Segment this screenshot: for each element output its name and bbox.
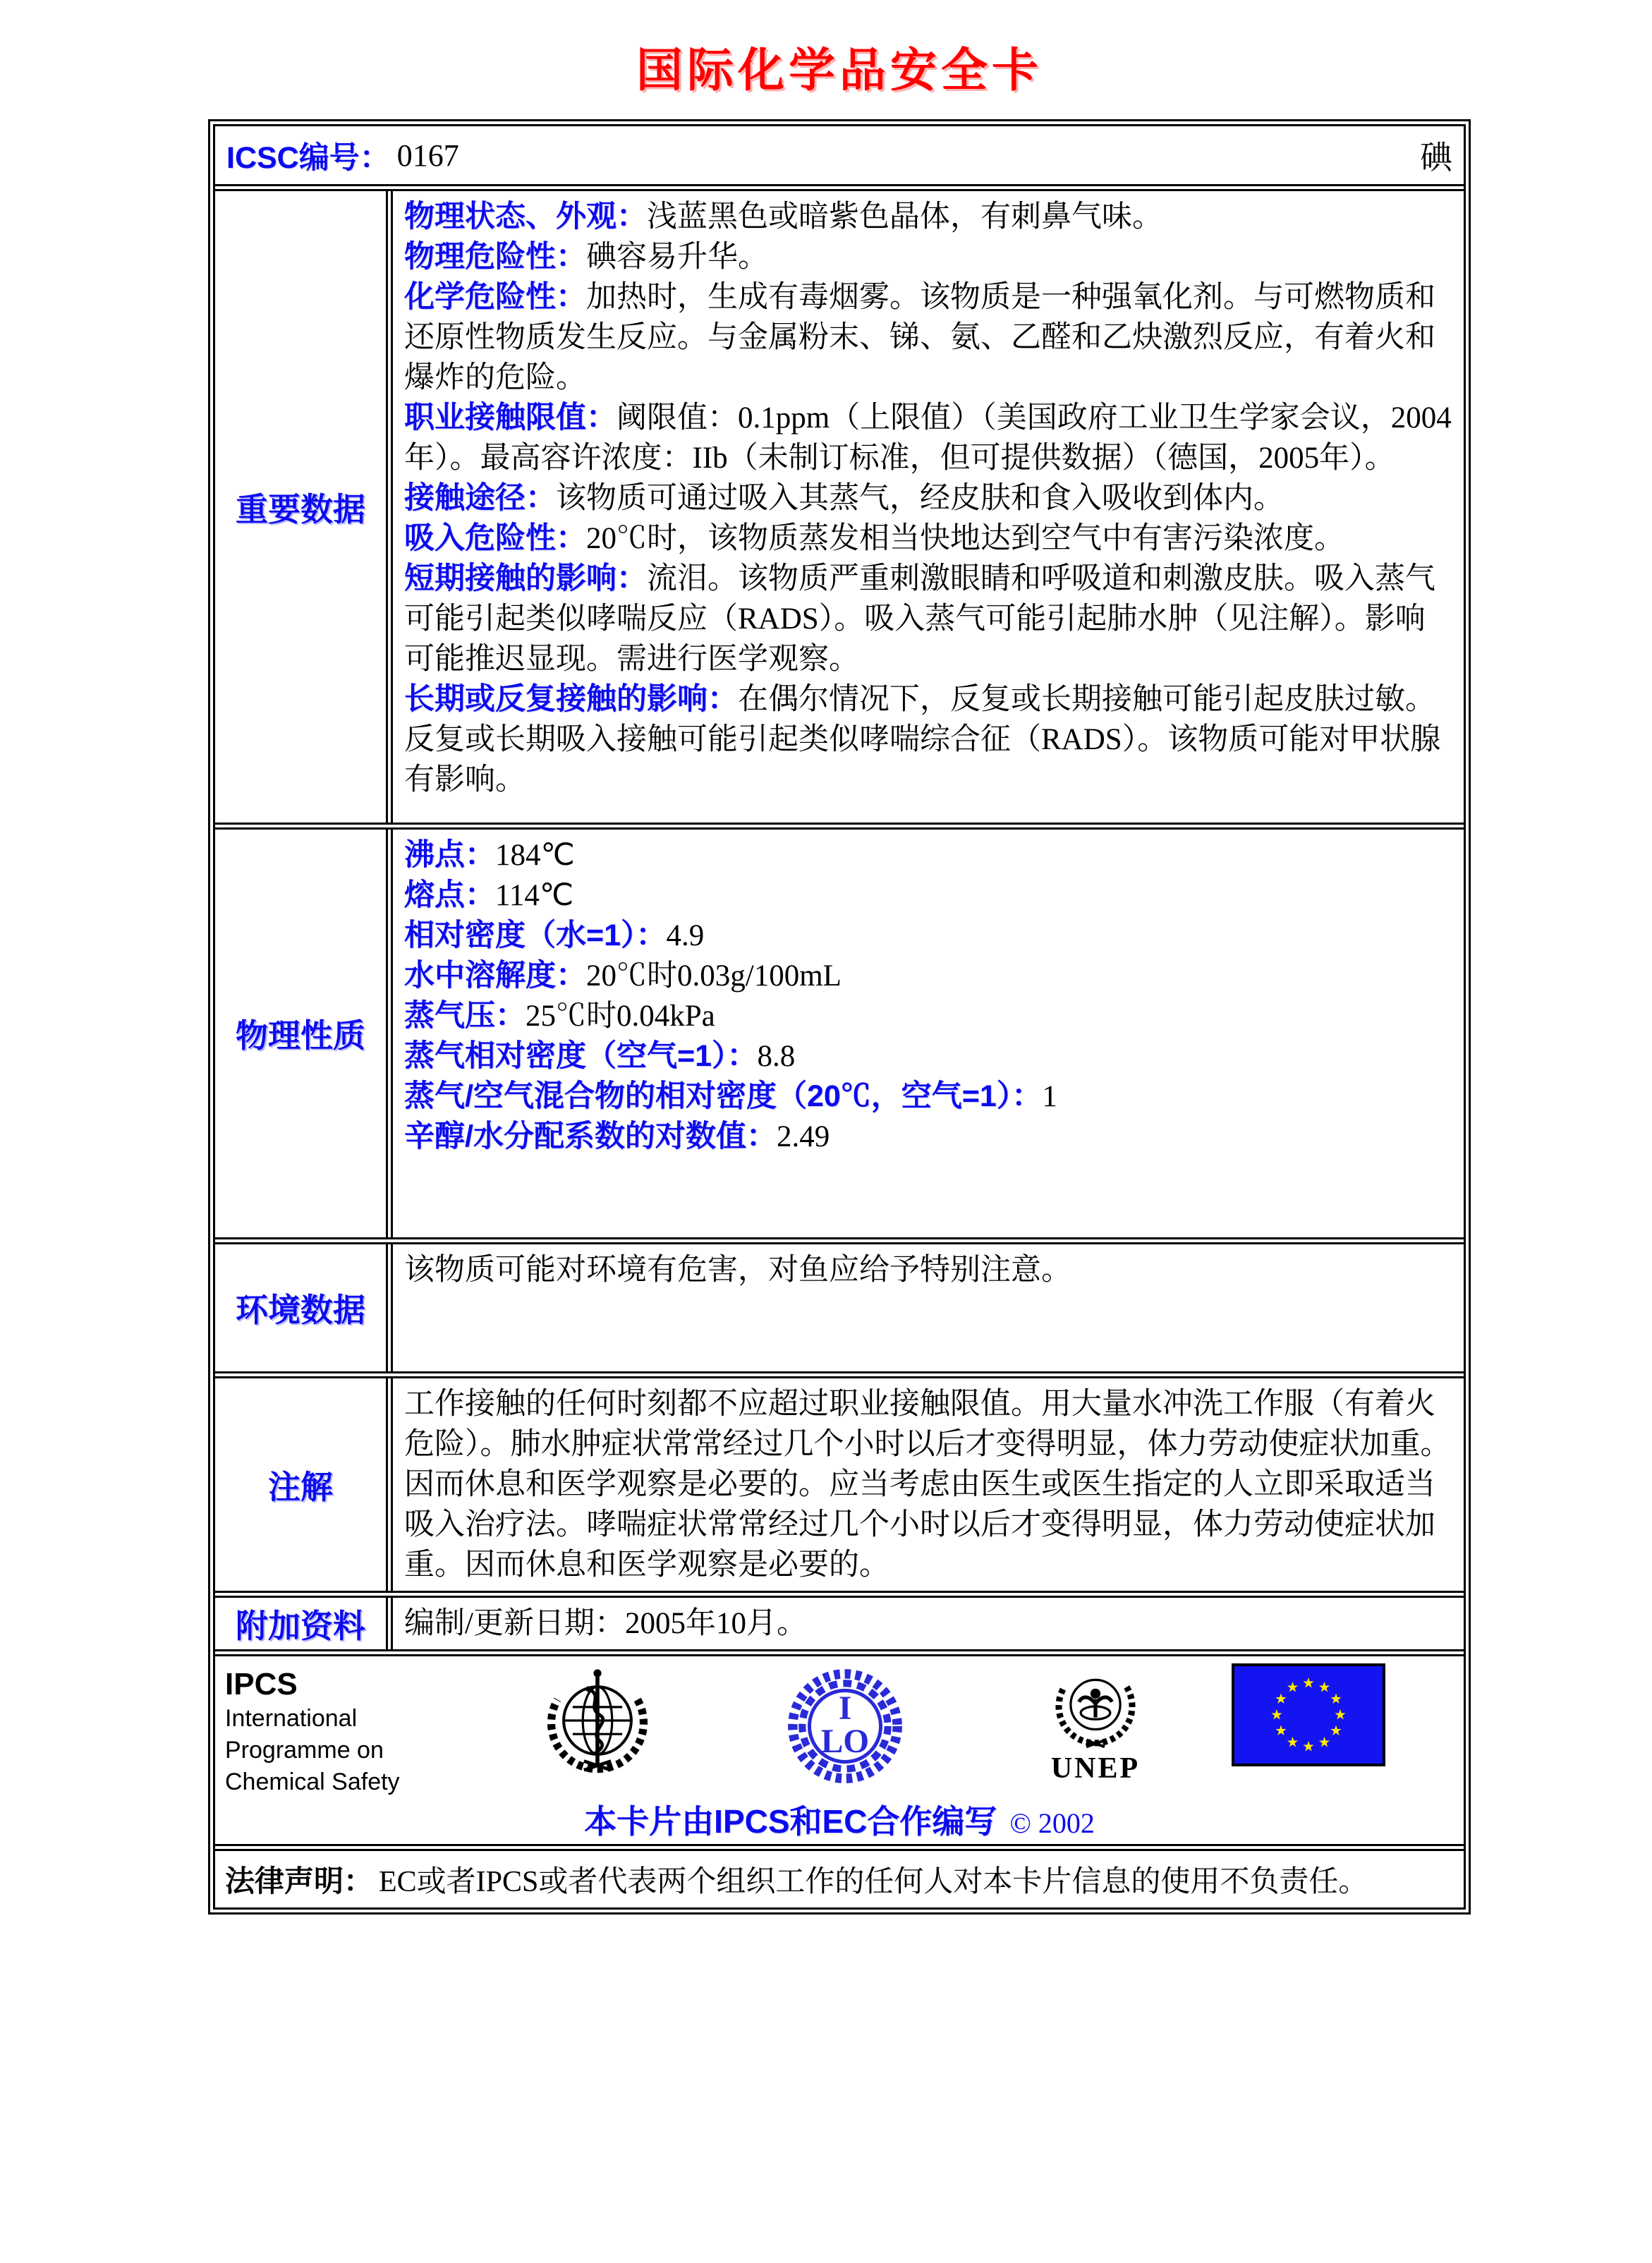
field-value: 1 — [1042, 1080, 1057, 1113]
field-label: 熔点： — [404, 878, 495, 912]
physical-property-item — [404, 956, 1452, 996]
field-value: 25℃时0.04kPa — [526, 1000, 715, 1033]
important-data-row — [215, 184, 1464, 823]
cooperation-caption — [215, 1796, 1464, 1843]
section-label-physical-properties: 物理性质 — [215, 830, 393, 1237]
eu-flag-icon — [1232, 1663, 1385, 1770]
field-value: 阈限值：0.1ppm（上限值）（美国政府工业卫生学家会议，2004年）。最高容许浓度：IIb（未制订标准，但可提供数据）（德国，2005年）。 — [404, 401, 1452, 475]
field-label: 沸点： — [404, 838, 495, 872]
header-row — [215, 126, 1464, 184]
field-label: 蒸气/空气混合物的相对密度（20℃，空气=1）： — [404, 1079, 1043, 1113]
field-label: 蒸气压： — [404, 999, 526, 1033]
section-label-notes: 注解 — [215, 1378, 393, 1591]
important-data-item — [404, 518, 1452, 559]
ipcs-full-line: Programme on — [225, 1737, 384, 1764]
section-label-environmental-data: 环境数据 — [215, 1244, 393, 1371]
copyright-text: © 2002 — [1009, 1807, 1095, 1839]
legal-notice-text: EC或者IPCS或者代表两个组织工作的任何人对本卡片信息的使用不负责任。 — [379, 1866, 1368, 1898]
legal-notice-label: 法律声明： — [225, 1864, 374, 1898]
field-value: 该物质可通过吸入其蒸气，经皮肤和食入吸收到体内。 — [556, 482, 1284, 515]
field-label: 蒸气相对密度（空气=1）： — [404, 1039, 758, 1073]
section-label-additional-info: 附加资料 — [215, 1598, 393, 1649]
field-label: 相对密度（水=1）： — [404, 918, 667, 952]
field-value: 流泪。该物质严重刺激眼睛和呼吸道和刺激皮肤。吸入蒸气可能引起类似哮喘反应（RADS）。吸入蒸气可能引起肺水肿（见注解）。影响可能推迟显现。需进行医学观察。 — [404, 562, 1435, 676]
unep-label: UNEP — [1050, 1752, 1141, 1785]
caption-text: 本卡片由IPCS和EC合作编写 — [584, 1803, 997, 1840]
icsc-number-label: ICSC编号： — [226, 140, 390, 175]
page-title: 国际化学品安全卡 — [636, 44, 1043, 96]
section-label-important-data: 重要数据 — [215, 191, 393, 823]
field-label: 长期或反复接触的影响： — [404, 682, 738, 716]
additional-info-content: 编制/更新日期：2005年10月。 — [404, 1607, 807, 1640]
ipcs-full-line: Chemical Safety — [225, 1768, 400, 1795]
physical-property-item — [404, 1036, 1452, 1076]
physical-property-item — [404, 875, 1452, 916]
field-label: 短期接触的影响： — [404, 562, 647, 595]
additional-info-row — [215, 1591, 1464, 1649]
ilo-monogram-bottom: LO — [820, 1723, 870, 1761]
field-label: 化学危险性： — [404, 280, 586, 314]
field-value: 8.8 — [757, 1040, 796, 1073]
ipcs-text-block — [225, 1666, 400, 1798]
who-logo-icon — [541, 1662, 654, 1794]
field-value: 184℃ — [495, 839, 575, 872]
field-value: 114℃ — [495, 879, 574, 912]
physical-property-item — [404, 1076, 1452, 1117]
important-data-item — [404, 478, 1452, 518]
important-data-item — [404, 237, 1452, 277]
substance-name: 碘 — [1420, 140, 1452, 176]
important-data-item — [404, 559, 1452, 679]
physical-property-item — [404, 916, 1452, 956]
environmental-data-content: 该物质可能对环境有危害，对鱼应给予特别注意。 — [404, 1254, 1071, 1287]
field-value: 20℃时，该物质蒸发相当快地达到空气中有害污染浓度。 — [586, 522, 1344, 555]
notes-content: 工作接触的任何时刻都不应超过职业接触限值。用大量水冲洗工作服（有着火危险）。肺水肿症状常常经过几个小时以后才变得明显，体力劳动使症状加重。因而休息和医学观察是必要的。应当考虑由医生或医生指定的人立即采取适当吸入治疗法。哮喘症状常常经过几个小时以后才变得明显，体力劳动使症状加重。因而休息和医学观察是必要的。 — [404, 1388, 1451, 1582]
field-value: 浅蓝黑色或暗紫色晶体，有刺鼻气味。 — [647, 200, 1162, 233]
ilo-logo-icon — [785, 1662, 905, 1794]
important-data-item — [404, 197, 1452, 237]
field-label: 吸入危险性： — [404, 521, 586, 555]
icsc-number-value: 0167 — [396, 138, 459, 173]
unep-logo-icon — [1025, 1661, 1166, 1783]
environmental-data-row — [215, 1237, 1464, 1371]
logos-row — [215, 1649, 1464, 1844]
ipcs-full-line: International — [225, 1705, 358, 1732]
important-data-content — [393, 191, 1464, 823]
notes-row — [215, 1371, 1464, 1591]
ilo-monogram-top: I — [838, 1689, 852, 1727]
field-value: 碘容易升华。 — [586, 241, 768, 274]
physical-property-item — [404, 996, 1452, 1036]
physical-property-item — [404, 835, 1452, 875]
field-value: 在偶尔情况下，反复或长期接触可能引起皮肤过敏。反复或长期吸入接触可能引起类似哮喘综合征（RADS）。该物质可能对甲状腺有影响。 — [404, 683, 1441, 796]
important-data-item — [404, 679, 1452, 800]
field-label: 职业接触限值： — [404, 401, 617, 435]
physical-properties-content — [393, 830, 1464, 1237]
field-label: 辛醇/水分配系数的对数值： — [404, 1120, 777, 1153]
important-data-item — [404, 398, 1452, 478]
legal-notice-row — [215, 1844, 1464, 1907]
field-label: 物理状态、外观： — [404, 200, 647, 233]
field-value: 加热时，生成有毒烟雾。该物质是一种强氧化剂。与可燃物质和还原性物质发生反应。与金属粉末、锑、氨、乙醛和乙炔激烈反应，有着火和爆炸的危险。 — [404, 281, 1435, 394]
physical-property-item — [404, 1117, 1452, 1157]
field-value: 20℃时0.03g/100mL — [586, 959, 842, 993]
field-label: 水中溶解度： — [404, 959, 586, 993]
physical-properties-row — [215, 823, 1464, 1237]
field-value: 4.9 — [666, 919, 705, 952]
field-value: 2.49 — [776, 1120, 830, 1153]
field-label: 物理危险性： — [404, 240, 586, 274]
important-data-item — [404, 277, 1452, 398]
field-label: 接触途径： — [404, 481, 556, 515]
safety-card-table — [208, 119, 1471, 1915]
ipcs-acronym: IPCS — [225, 1667, 298, 1701]
